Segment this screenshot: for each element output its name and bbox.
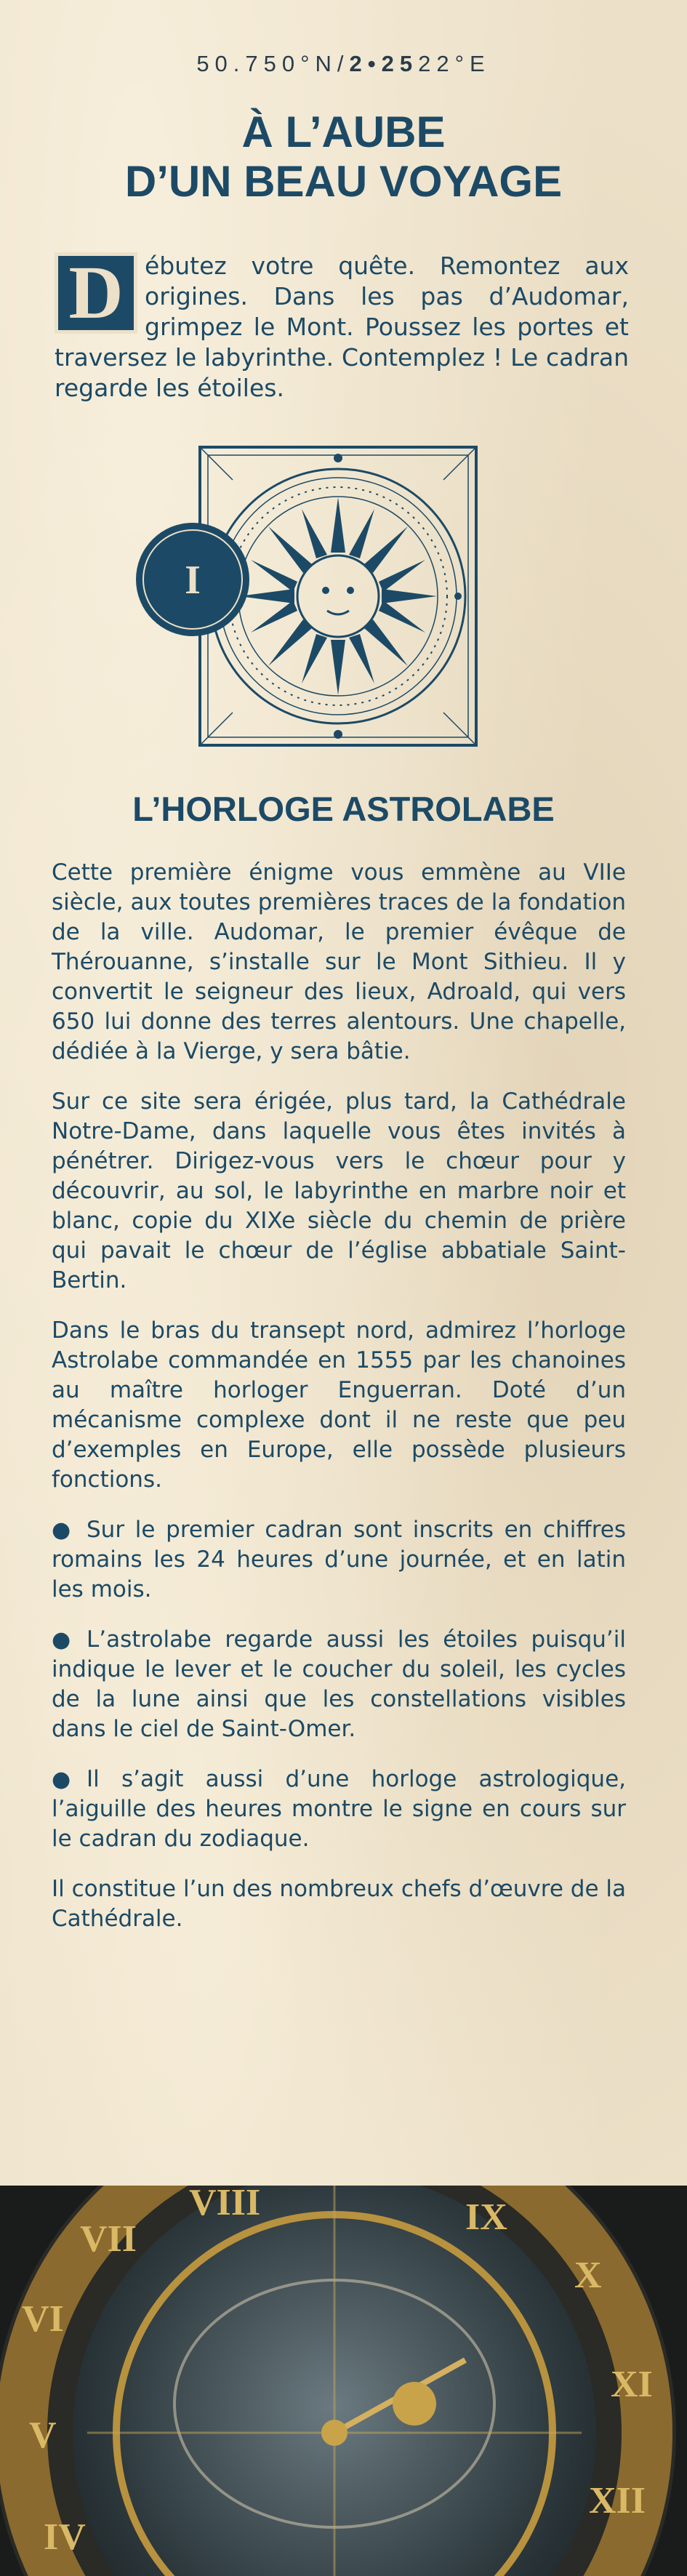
numeral-iv: IV	[44, 2516, 86, 2558]
numeral-ix: IX	[465, 2196, 507, 2238]
coords-post: 22°E	[418, 51, 491, 76]
section-title: L’HORLOGE ASTROLABE	[132, 790, 555, 828]
drop-cap: D	[55, 252, 137, 334]
numeral-x: X	[574, 2255, 602, 2296]
numeral-xii: XII	[589, 2480, 646, 2521]
numeral-xi: XI	[611, 2364, 653, 2405]
title-line-1: À L’AUBE	[241, 108, 446, 156]
chapter-numeral: I	[185, 558, 201, 603]
section-body	[52, 858, 626, 1954]
numeral-vi: VI	[22, 2298, 64, 2340]
title-line-2: D’UN BEAU VOYAGE	[124, 157, 563, 206]
numeral-v: V	[29, 2415, 57, 2456]
bullet-3: ● Il s’agit aussi d’une horloge astrologique, l’aiguille des heures montre le signe en cours sur le cadran du zodiaque.	[52, 1765, 626, 1854]
paragraph-4: Il constitue l’un des nombreux chefs d’œuvre de la Cathédrale.	[52, 1876, 626, 1932]
coords-pre: 50.750°N/	[196, 51, 350, 76]
gps-coordinates	[0, 51, 687, 77]
astrolabe-clock-photo	[0, 2186, 687, 2576]
page-title	[44, 108, 643, 206]
coords-bold: 2•25	[349, 51, 419, 76]
astrolabe-clock-icon	[0, 2186, 687, 2576]
numeral-vii: VII	[80, 2218, 137, 2260]
paragraph-1: Cette première énigme vous emmène au VIIe siècle, aux toutes premières traces de la fondation de la ville. Audomar, le premier évêque de Thérouanne, s’installe sur le Mont Sithieu. Il y convertit le seigneur des lieux, Adroald, qui vers 650 lui donne des terres alentours. Une chapelle, dédiée à la Vierge, y sera bâtie.	[52, 859, 626, 1064]
bullet-2: ● L’astrolabe regarde aussi les étoiles puisqu’il indique le lever et le coucher du soleil, les cycles de la lune ainsi que les constellations visibles dans le ciel de Saint-Omer.	[52, 1625, 626, 1744]
intro-paragraph	[55, 251, 629, 404]
bullet-1: ● Sur le premier cadran sont inscrits en chiffres romains les 24 heures d’une journée, et en latin les mois.	[52, 1515, 626, 1605]
paragraph-3: Dans le bras du transept nord, admirez l’horloge Astrolabe commandée en 1555 par les chanoines au maître horloger Enguerran. Doté d’un mécanisme complexe dont il ne reste que peu d’exemples en Europe, elle possède plusieurs fonctions.	[52, 1317, 626, 1493]
sun-face-medallion-icon	[131, 436, 509, 756]
intro-text: ébutez votre quête. Remontez aux origines. Dans les pas d’Audomar, grimpez le Mont. Poussez les portes et traversez le labyrinthe. Contemplez ! Le cadran regarde les étoiles.	[55, 252, 629, 402]
numeral-viii: VIII	[189, 2186, 261, 2223]
paragraph-2: Sur ce site sera érigée, plus tard, la Cathédrale Notre-Dame, dans laquelle vous êtes invités à pénétrer. Dirigez-vous vers le chœur pour y découvrir, au sol, le labyrinthe en marbre noir et blanc, copie du XIXe siècle du chemin de prière qui pavait le chœur de l’église abbatiale Saint-Bertin.	[52, 1088, 626, 1293]
